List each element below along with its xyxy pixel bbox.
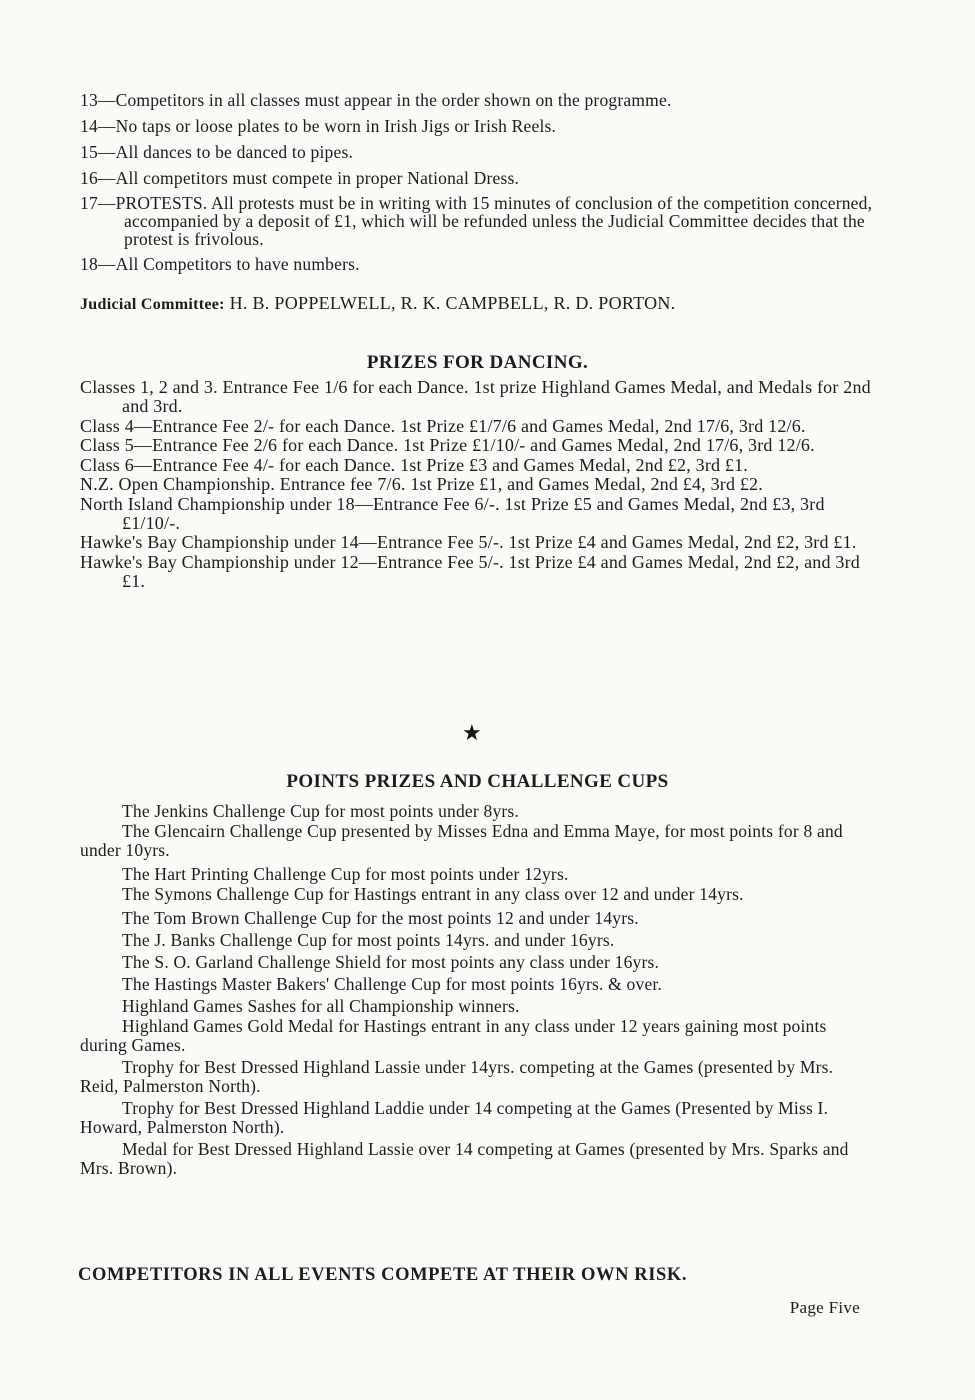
rule-15: 15—All dances to be danced to pipes. [80, 142, 354, 162]
medal-lassie-over-14: Medal for Best Dressed Highland Lassie over 14 competing at Games (presented by Mrs. Sparks and Mrs. Brown). [80, 1139, 849, 1178]
prize-hawkes-bay-14: Hawke's Bay Championship under 14—Entrance Fee 5/-. 1st Prize £4 and Games Medal, 2nd £2, 3rd £1. [80, 532, 857, 552]
prize-classes-1-3: Classes 1, 2 and 3. Entrance Fee 1/6 for each Dance. 1st prize Highland Games Medal, and Medals for 2nd and 3rd. [80, 377, 871, 416]
rule-14: 14—No taps or loose plates to be worn in Irish Jigs or Irish Reels. [80, 116, 557, 136]
cup-tom-brown: The Tom Brown Challenge Cup for the most points 12 and under 14yrs. [122, 908, 639, 928]
prize-north-island: North Island Championship under 18—Entrance Fee 6/-. 1st Prize £5 and Games Medal, 2nd £3, 3rd £1/10/-. [80, 493, 825, 533]
cup-hart-printing: The Hart Printing Challenge Cup for most points under 12yrs. [122, 864, 569, 884]
sashes-championship: Highland Games Sashes for all Championship winners. [122, 996, 520, 1016]
cup-glencairn: The Glencairn Challenge Cup presented by Misses Edna and Emma Maye, for most points for 8 and under 10yrs. [80, 821, 843, 860]
judicial-committee-label: Judicial Committee: [80, 296, 225, 313]
prize-hawkes-bay-12: Hawke's Bay Championship under 12—Entrance Fee 5/-. 1st Prize £4 and Games Medal, 2nd £2, and 3rd £1. [80, 551, 860, 591]
rule-16: 16—All competitors must compete in proper National Dress. [80, 168, 520, 188]
judicial-committee-names: H. B. POPPELWELL, R. K. CAMPBELL, R. D. PORTON. [229, 293, 676, 313]
prize-class-5: Class 5—Entrance Fee 2/6 for each Dance. 1st Prize £1/10/- and Games Medal, 2nd 17/6, 3rd 12/6. [80, 435, 815, 455]
rule-18: 18—All Competitors to have numbers. [80, 254, 360, 274]
cup-hastings-master-bakers: The Hastings Master Bakers' Challenge Cup for most points 16yrs. & over. [122, 974, 663, 994]
cup-j-banks: The J. Banks Challenge Cup for most points 14yrs. and under 16yrs. [122, 930, 615, 950]
prize-class-4: Class 4—Entrance Fee 2/- for each Dance. 1st Prize £1/7/6 and Games Medal, 2nd 17/6, 3rd 12/6. [80, 415, 806, 436]
prizes-list [80, 378, 875, 591]
page-number: Page Five [789, 1298, 860, 1317]
cups-heading: POINTS PRIZES AND CHALLENGE CUPS [286, 771, 669, 792]
shield-s-o-garland: The S. O. Garland Challenge Shield for most points any class under 16yrs. [122, 952, 660, 972]
judicial-committee [80, 293, 875, 314]
gold-medal-hastings: Highland Games Gold Medal for Hastings entrant in any class under 12 years gaining most points during Games. [80, 1016, 827, 1055]
rule-17: 17—PROTESTS. All protests must be in writing with 15 minutes of conclusion of the competition concerned, accompanied by a deposit of £1, which will be refunded unless the Judicial Committee decides that the protest is frivolous. [80, 193, 873, 249]
prize-class-6: Class 6—Entrance Fee 4/- for each Dance. 1st Prize £3 and Games Medal, 2nd £2, 3rd £1. [80, 454, 749, 475]
prizes-heading: PRIZES FOR DANCING. [366, 352, 589, 373]
cups-list [80, 800, 875, 1181]
trophy-lassie-under-14: Trophy for Best Dressed Highland Lassie under 14yrs. competing at the Games (presented by Mrs. Reid, Palmerston North). [80, 1057, 834, 1096]
star-divider-icon: ★ [462, 720, 482, 745]
trophy-laddie-under-14: Trophy for Best Dressed Highland Laddie under 14 competing at the Games (Presented by Miss I. Howard, Palmerston North). [80, 1098, 829, 1137]
prize-nz-open: N.Z. Open Championship. Entrance fee 7/6. 1st Prize £1, and Games Medal, 2nd £4, 3rd £2. [80, 474, 763, 494]
risk-notice: COMPETITORS IN ALL EVENTS COMPETE AT THEIR OWN RISK. [78, 1265, 688, 1285]
cup-jenkins: The Jenkins Challenge Cup for most points under 8yrs. [122, 801, 520, 821]
rule-13: 13—Competitors in all classes must appear in the order shown on the programme. [80, 90, 672, 110]
rules-list [80, 90, 875, 280]
cup-symons: The Symons Challenge Cup for Hastings entrant in any class over 12 and under 14yrs. [122, 884, 744, 904]
